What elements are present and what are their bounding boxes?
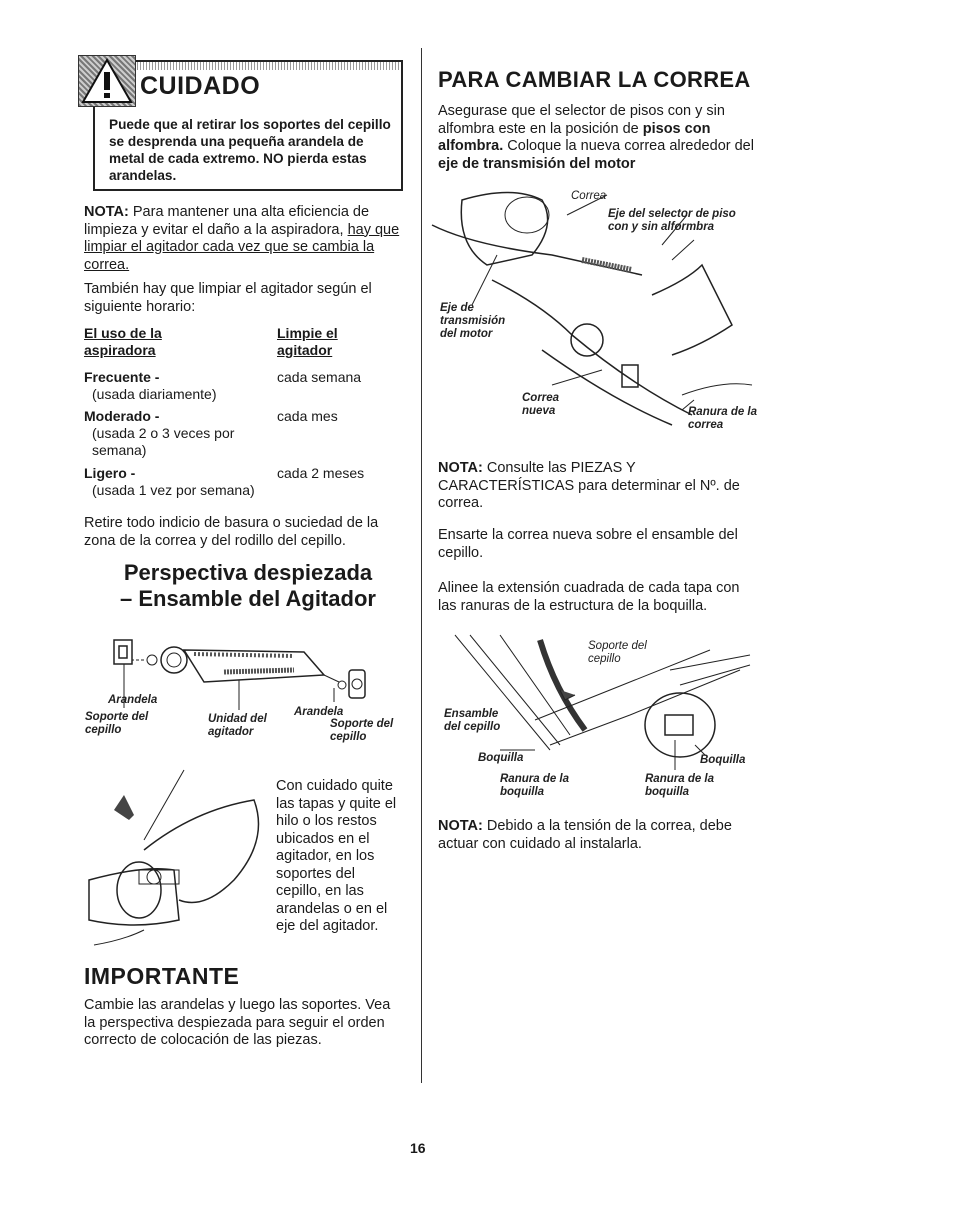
nota3-label: NOTA: [438, 818, 483, 834]
label-soporte-right: Soporte del cepillo [330, 718, 394, 743]
ensarte-text: Ensarte la correa nueva sobre el ensamble del cepillo. [438, 527, 738, 561]
schedule-row-use: Frecuente - [84, 369, 160, 385]
exploded-heading: Perspectiva despiezada – Ensamble del Agitador [120, 560, 376, 611]
retire-text: Retire todo indicio de basura o suciedad de la zona de la correa y del rodillo del cepillo. [84, 515, 379, 549]
schedule-row-use: Ligero - [84, 465, 136, 481]
label-ranura-left: Ranura de la boquilla [500, 773, 570, 798]
schedule-col1-header: El uso de la aspiradora [84, 325, 162, 358]
column-divider [421, 48, 422, 1083]
label-boquilla-left: Boquilla [478, 752, 524, 764]
label-correa-nueva: Correa nueva [522, 392, 560, 417]
cleaning-illustration [84, 770, 274, 960]
schedule-row-detail: (usada 1 vez por semana) [92, 482, 255, 498]
schedule-col2-header: Limpie el agitador [277, 325, 338, 358]
schedule-row-detail: (usada 2 o 3 veces por semana) [92, 425, 235, 458]
label-ranura-correa: Ranura de la correa [688, 406, 758, 431]
caution-text: Puede que al retirar los soportes del cepillo se desprenda una pequeña arandela de metal de cada extremo. NO pierda estas arandelas. [109, 117, 391, 183]
nota-paragraph [84, 204, 404, 274]
belt-intro-bold2: eje de transmisión del motor [438, 155, 636, 172]
schedule-row-freq: cada 2 meses [277, 465, 365, 481]
belt-intro-bold1: pisos con alfombra. [438, 120, 711, 154]
label-eje-transmision: Eje de transmisión del motor [440, 302, 506, 340]
belt-heading: PARA CAMBIAR LA CORREA [438, 67, 751, 92]
warning-icon [78, 55, 136, 107]
page-number: 16 [410, 1140, 426, 1156]
nota3-paragraph [438, 818, 758, 853]
label-ranura-right: Ranura de la boquilla [645, 773, 715, 798]
nota3-text: Debido a la tensión de la correa, debe actuar con cuidado al instalarla. [438, 818, 732, 852]
nota-text: Para mantener una alta eficiencia de limpieza y evitar el daño a la aspiradora, [84, 204, 370, 238]
nota2-label: NOTA: [438, 460, 483, 476]
nota2-paragraph [438, 460, 758, 513]
schedule-row-detail: (usada diariamente) [92, 386, 217, 402]
label-correa: Correa [571, 190, 607, 202]
schedule-row-freq: cada semana [277, 369, 362, 385]
label-soporte-left: Soporte del cepillo [85, 711, 149, 736]
caution-title: CUIDADO [140, 72, 261, 100]
caution-bar [95, 62, 401, 70]
nota-underlined: hay que limpiar el agitador cada vez que se cambia la correa. [84, 221, 400, 273]
label-ensamble: Ensamble del cepillo [444, 708, 501, 733]
label-arandela-right: Arandela [294, 706, 344, 718]
nota-label: NOTA: [84, 204, 129, 220]
label-soporte: Soporte del cepillo [588, 640, 647, 665]
nota2-text: Consulte las PIEZAS Y CARACTERÍSTICAS para determinar el Nº. de correa. [438, 460, 740, 511]
importante-text: Cambie las arandelas y luego las soportes. Vea la perspectiva despiezada para seguir el orden correcto de colocación de las piezas. [84, 997, 391, 1048]
schedule-intro: También hay que limpiar el agitador según el siguiente horario: [84, 281, 372, 315]
importante-heading: IMPORTANTE [84, 963, 240, 989]
belt-intro-mid: Coloque la nueva correa alrededor del [507, 138, 754, 154]
alinee-text: Alinee la extensión cuadrada de cada tapa con las ranuras de la estructura de la boquilla. [438, 580, 740, 614]
clean-text: Con cuidado quite las tapas y quite el hilo o los restos ubicados en el agitador, en los soportes del cepillo, en las arandelas o en el eje del agitador. [276, 778, 397, 934]
label-boquilla-right: Boquilla [700, 754, 746, 766]
belt-intro [438, 103, 763, 173]
label-unidad: Unidad del agitador [208, 713, 267, 738]
schedule-row-use: Moderado - [84, 408, 160, 424]
schedule-row-freq: cada mes [277, 408, 338, 424]
label-eje-selector: Eje del selector de piso con y sin alformbra [608, 208, 736, 233]
belt-intro-pre: Asegurase que el selector de pisos con y sin alfombra este en la posición de [438, 103, 725, 137]
label-arandela-left: Arandela [108, 694, 158, 706]
